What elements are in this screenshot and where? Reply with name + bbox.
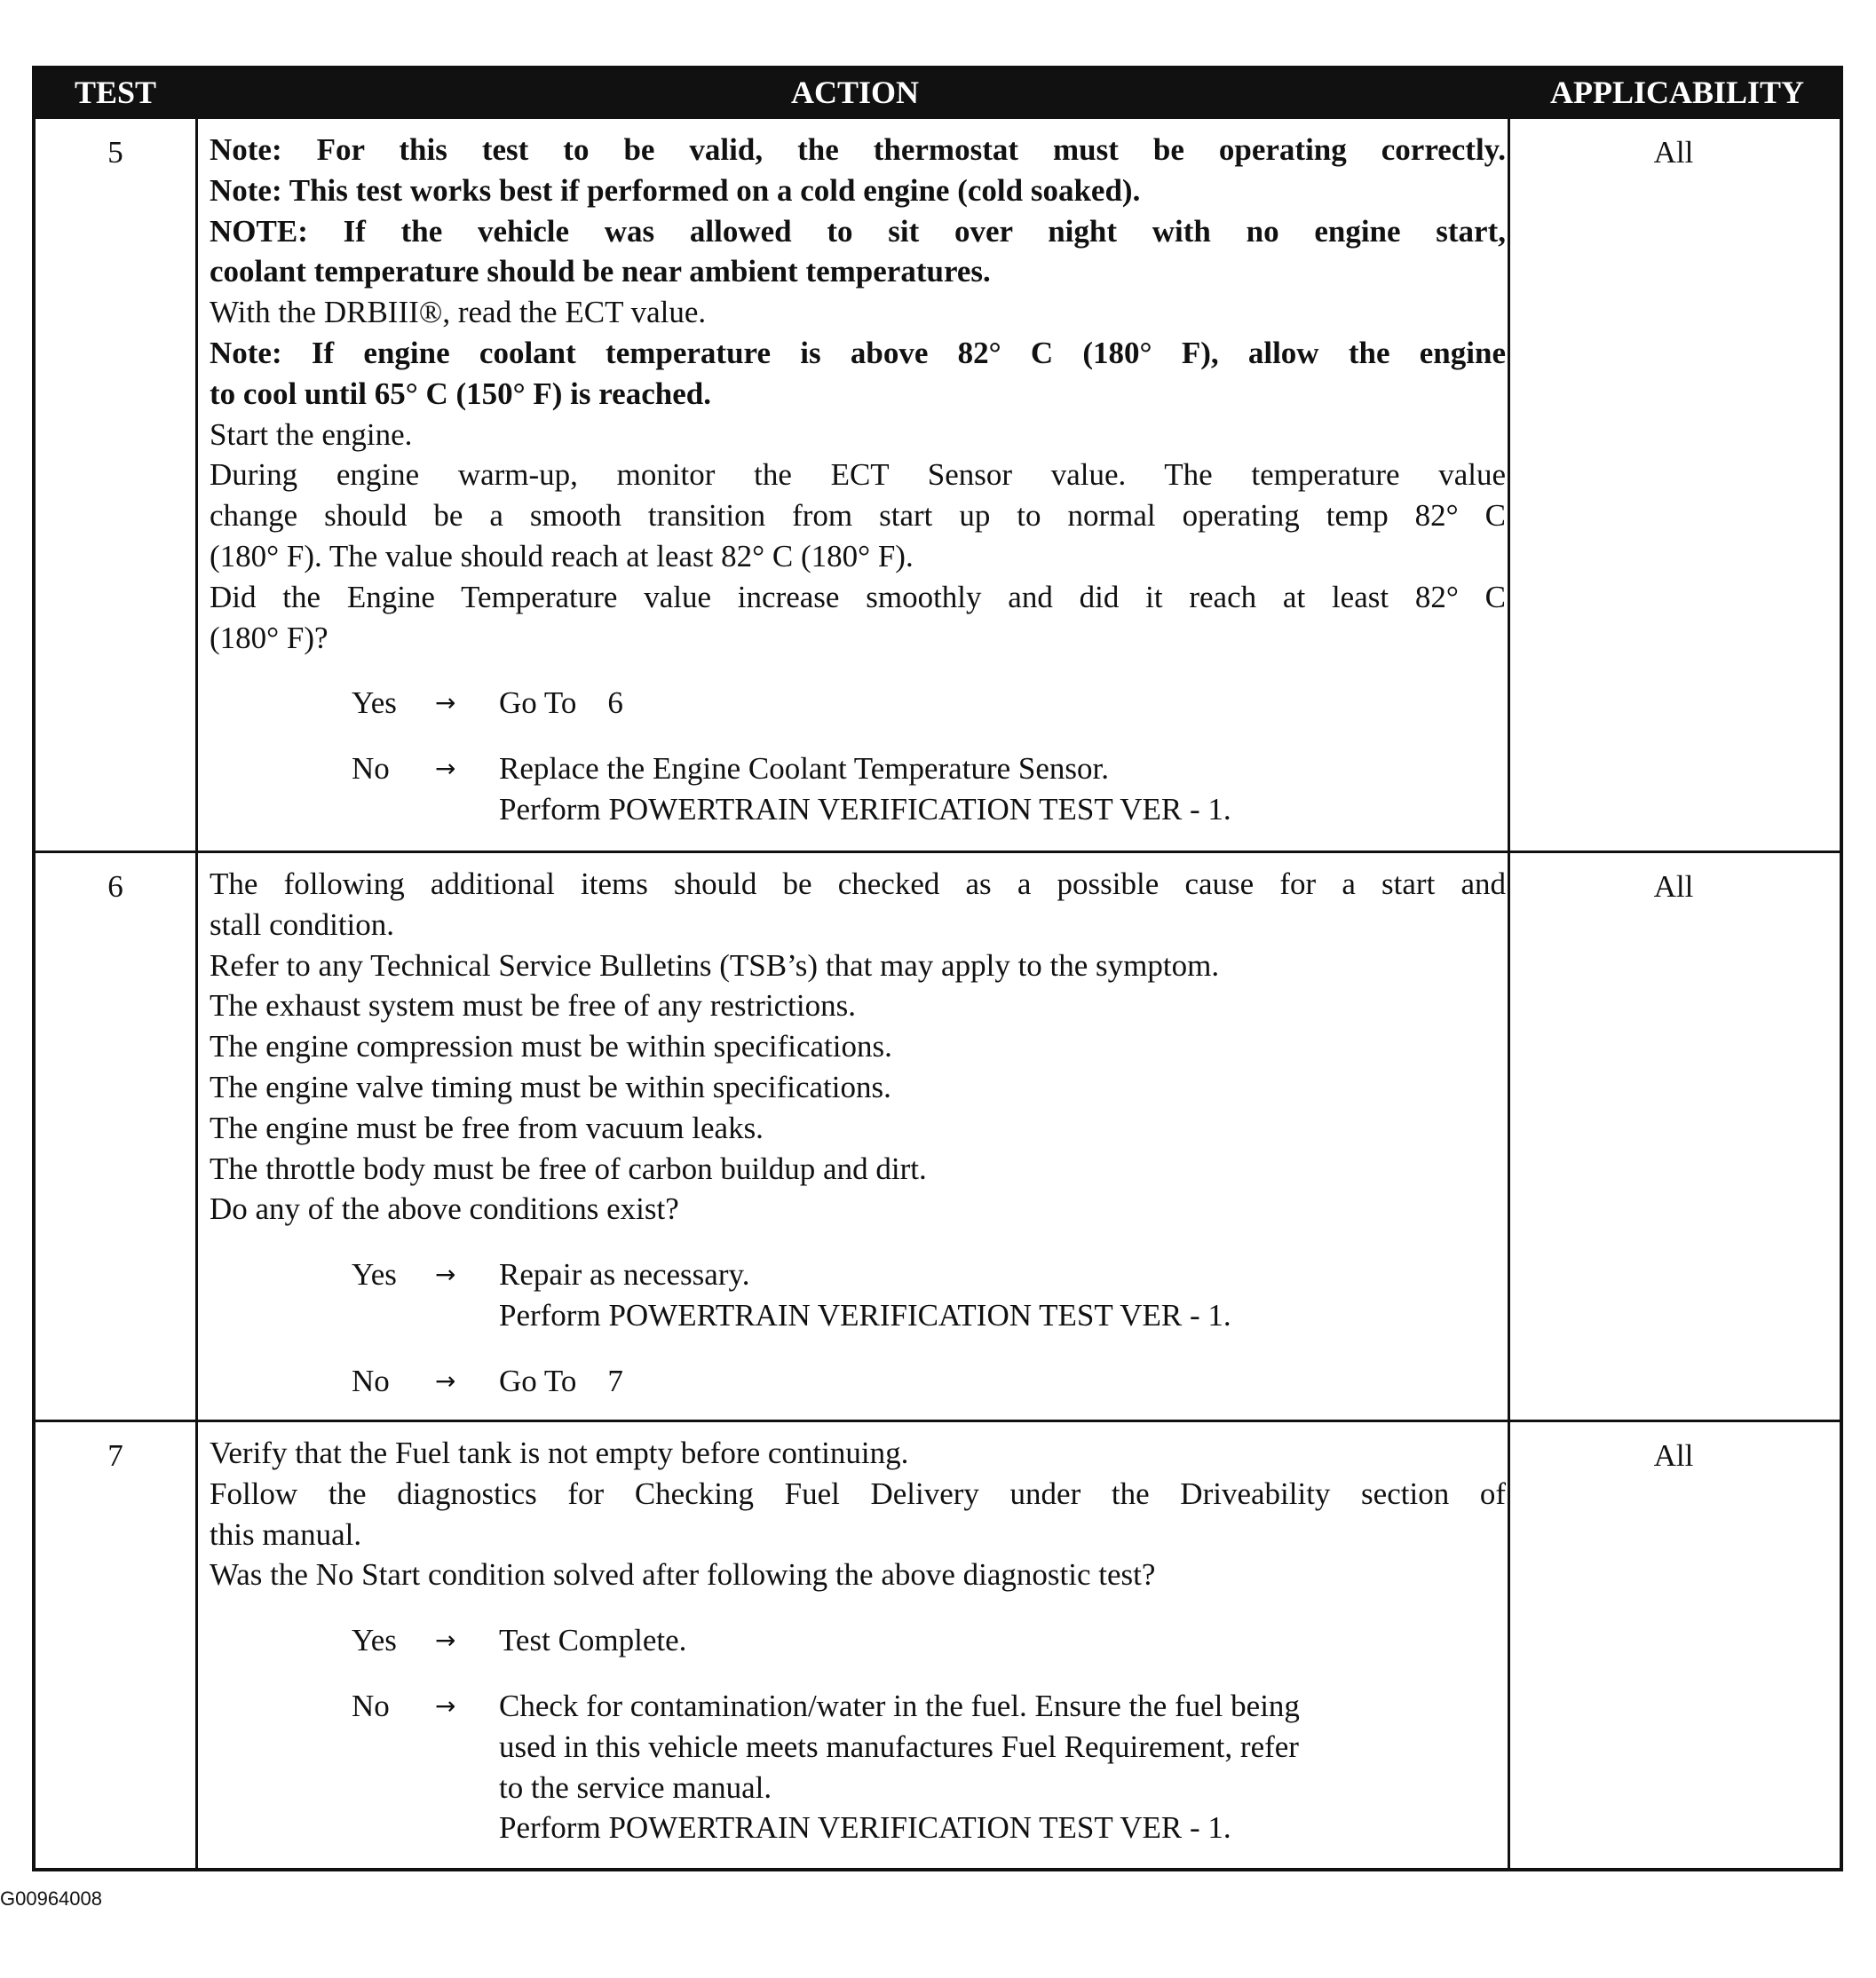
action-line: this manual.: [210, 1516, 362, 1552]
response-text: Repair as necessary.: [499, 1257, 750, 1293]
response-label: No: [352, 1688, 390, 1723]
response-no: [210, 1686, 1506, 1848]
response-text: Perform POWERTRAIN VERIFICATION TEST VER - 1.: [499, 791, 1231, 827]
action-text: [210, 1433, 1506, 1848]
applicability-value: All: [1653, 135, 1694, 170]
action-line: Was the No Start condition solved after following the above diagnostic test?: [210, 1557, 1156, 1593]
action-line: to cool until 65° C (150° F) is reached.: [210, 376, 711, 411]
applicability-value: All: [1653, 1438, 1694, 1473]
arrow-right-icon: →: [435, 1260, 456, 1290]
table-header: [32, 66, 1843, 119]
response-text: used in this vehicle meets manufactures Fuel Requirement, refer: [499, 1729, 1299, 1764]
action-line: Verify that the Fuel tank is not empty before continuing.: [210, 1436, 909, 1470]
action-line: Note: For this test to be valid, the thermostat must be operating correctly.: [210, 132, 1506, 167]
column-divider: [1508, 1422, 1510, 1871]
response-text: Check for contamination/water in the fuel. Ensure the fuel being: [499, 1688, 1300, 1723]
action-line: stall condition.: [210, 906, 395, 942]
arrow-right-icon: →: [435, 1626, 456, 1656]
column-divider: [195, 853, 198, 1420]
table-row: [36, 119, 1840, 851]
action-line: Did the Engine Temperature value increase smoothly and did it reach at least 82° C: [210, 579, 1506, 614]
action-text: [210, 130, 1506, 830]
response-text: Perform POWERTRAIN VERIFICATION TEST VER - 1.: [499, 1810, 1231, 1846]
table-row: [36, 851, 1840, 1420]
response-label: No: [352, 751, 390, 787]
response-no: [210, 1361, 1506, 1402]
action-line: The engine compression must be within specifications.: [210, 1029, 892, 1064]
action-line: coolant temperature should be near ambient temperatures.: [210, 254, 991, 289]
response-text: Go To 6: [499, 685, 623, 721]
test-number: 5: [107, 135, 123, 170]
diagnostic-table: [32, 66, 1843, 1871]
action-line: The engine valve timing must be within specifications.: [210, 1069, 891, 1104]
figure-id: G00964008: [0, 1887, 102, 1910]
action-line: During engine warm-up, monitor the ECT Sensor value. The temperature value: [210, 457, 1506, 493]
response-label: No: [352, 1363, 390, 1398]
response-no: [210, 748, 1506, 830]
column-divider: [1508, 853, 1510, 1420]
action-line: Note: This test works best if performed on a cold engine (cold soaked).: [210, 172, 1141, 208]
response-label: Yes: [352, 1257, 397, 1293]
arrow-right-icon: →: [435, 1690, 456, 1721]
action-line: Do any of the above conditions exist?: [210, 1191, 679, 1227]
action-line: Start the engine.: [210, 416, 413, 452]
header-applicability: APPLICABILITY: [1549, 75, 1805, 110]
action-line: Note: If engine coolant temperature is above 82° C (180° F), allow the engine: [210, 335, 1506, 370]
action-line: NOTE: If the vehicle was allowed to sit over night with no engine start,: [210, 213, 1506, 249]
response-label: Yes: [352, 685, 397, 721]
column-divider: [195, 1422, 198, 1871]
response-text: Go To 7: [499, 1363, 623, 1398]
arrow-right-icon: →: [435, 688, 456, 718]
header-action: ACTION: [790, 75, 920, 110]
response-yes: [210, 1620, 1506, 1661]
response-text: to the service manual.: [499, 1769, 772, 1805]
action-line: The following additional items should be checked as a possible cause for a start and: [210, 866, 1506, 901]
arrow-right-icon: →: [435, 754, 456, 784]
action-line: Refer to any Technical Service Bulletins (TSB’s) that may apply to the symptom.: [210, 947, 1220, 983]
applicability-value: All: [1653, 869, 1694, 904]
action-line: With the DRBIII®, read the ECT value.: [210, 295, 707, 330]
action-line: Follow the diagnostics for Checking Fuel Delivery under the Driveability section of: [210, 1476, 1506, 1511]
table-row: [36, 1420, 1840, 1871]
action-text: [210, 864, 1506, 1402]
column-divider: [1508, 119, 1510, 851]
test-number: 6: [107, 869, 123, 904]
test-number: 7: [107, 1438, 123, 1473]
action-line: (180° F)?: [210, 620, 328, 655]
response-yes: [210, 683, 1506, 724]
action-line: change should be a smooth transition from start up to normal operating temp 82° C: [210, 498, 1506, 534]
action-line: (180° F). The value should reach at least 82° C (180° F).: [210, 538, 914, 574]
action-line: The exhaust system must be free of any restrictions.: [210, 988, 856, 1024]
arrow-right-icon: →: [435, 1365, 456, 1396]
response-text: Replace the Engine Coolant Temperature Sensor.: [499, 751, 1109, 787]
header-test: TEST: [74, 75, 157, 110]
response-label: Yes: [352, 1623, 397, 1658]
response-yes: [210, 1254, 1506, 1336]
response-text: Test Complete.: [499, 1623, 687, 1658]
action-line: The engine must be free from vacuum leaks.: [210, 1110, 764, 1145]
action-line: The throttle body must be free of carbon buildup and dirt.: [210, 1151, 927, 1186]
response-text: Perform POWERTRAIN VERIFICATION TEST VER - 1.: [499, 1297, 1231, 1333]
column-divider: [195, 119, 198, 851]
